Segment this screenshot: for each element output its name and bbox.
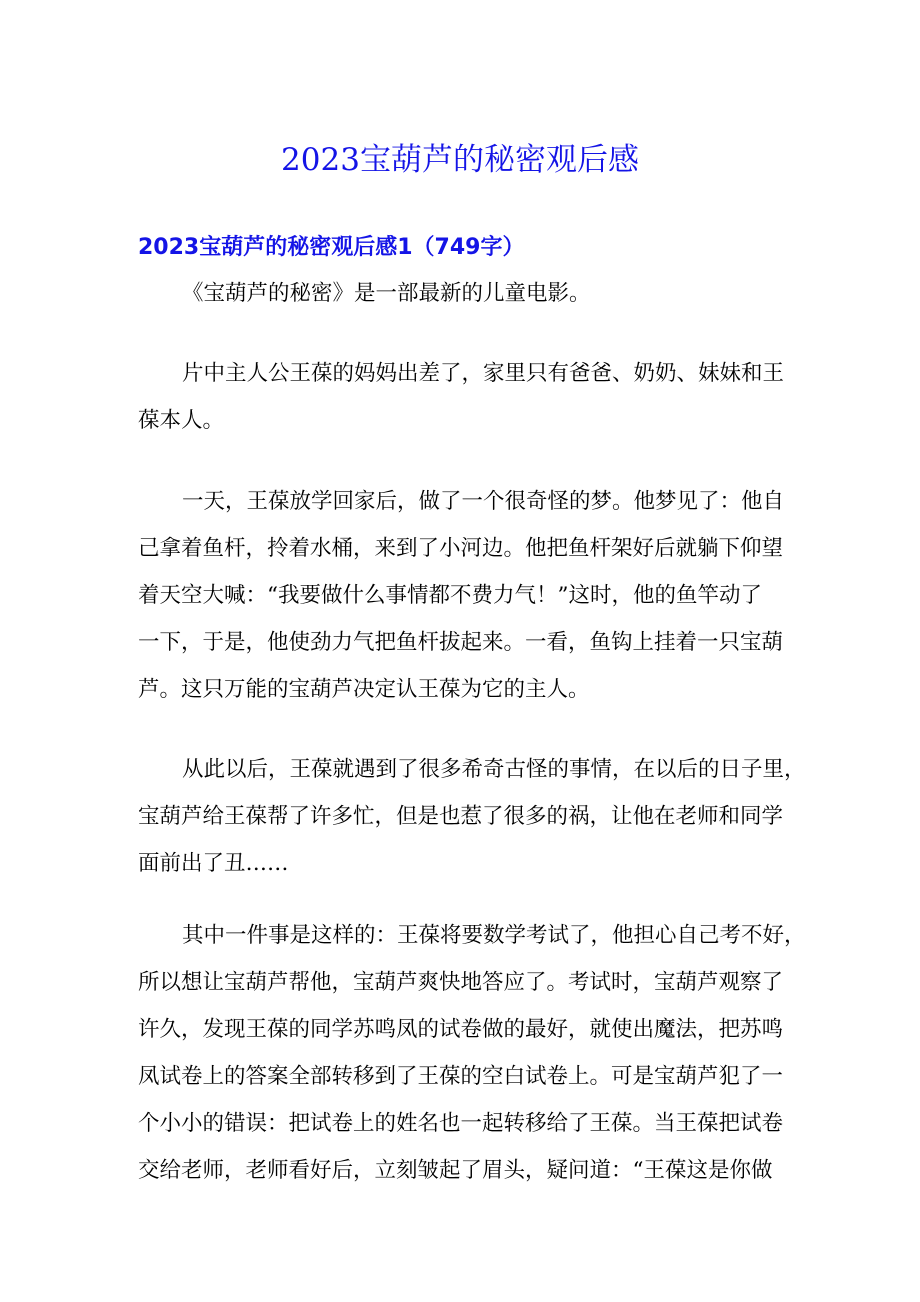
text-line: 其中一件事是这样的：王葆将要数学考试了，他担心自己考不好， <box>182 923 806 948</box>
text-line: 芦。这只万能的宝葫芦决定认王葆为它的主人。 <box>138 677 590 702</box>
text-line: 从此以后，王葆就遇到了很多希奇古怪的事情，在以后的日子里， <box>182 757 806 782</box>
text-line: 己拿着鱼杆，拎着水桶，来到了小河边。他把鱼杆架好后就躺下仰望 <box>138 536 784 561</box>
section-heading: 2023宝葫芦的秘密观后感1（749字） <box>138 235 525 260</box>
text-line: 着天空大喊：“我要做什么事情都不费力气！”这时，他的鱼竿动了 <box>138 583 762 608</box>
text-line: 许久，发现王葆的同学苏鸣凤的试卷做的最好，就使出魔法，把苏鸣 <box>138 1017 784 1042</box>
paragraph-1 <box>138 270 788 317</box>
paragraph-4 <box>138 746 806 887</box>
text-line: 片中主人公王葆的妈妈出差了，家里只有爸爸、奶奶、妹妹和王 <box>182 361 785 386</box>
text-line: 交给老师，老师看好后，立刻皱起了眉头，疑问道：“王葆这是你做 <box>138 1158 773 1183</box>
text-line: 一天，王葆放学回家后，做了一个很奇怪的梦。他梦见了：他自 <box>182 489 785 514</box>
text-line: 凤试卷上的答案全部转移到了王葆的空白试卷上。可是宝葫芦犯了一 <box>138 1064 784 1089</box>
paragraph-5 <box>138 912 806 1194</box>
text-line: 葆本人。 <box>138 408 225 433</box>
text-line: 宝葫芦给王葆帮了许多忙，但是也惹了很多的祸，让他在老师和同学 <box>138 804 784 829</box>
text-line: 所以想让宝葫芦帮他，宝葫芦爽快地答应了。考试时，宝葫芦观察了 <box>138 970 784 995</box>
text-line: 一下，于是，他使劲力气把鱼杆拔起来。一看，鱼钩上挂着一只宝葫 <box>138 630 784 655</box>
text-line: 面前出了丑…… <box>138 851 289 876</box>
paragraph-2 <box>138 350 788 444</box>
document-title: 2023宝葫芦的秘密观后感 <box>281 142 639 178</box>
paragraph-3 <box>138 478 788 713</box>
text-line: 《宝葫芦的秘密》是一部最新的儿童电影。 <box>182 281 591 306</box>
text-line: 个小小的错误：把试卷上的姓名也一起转移给了王葆。当王葆把试卷 <box>138 1111 784 1136</box>
